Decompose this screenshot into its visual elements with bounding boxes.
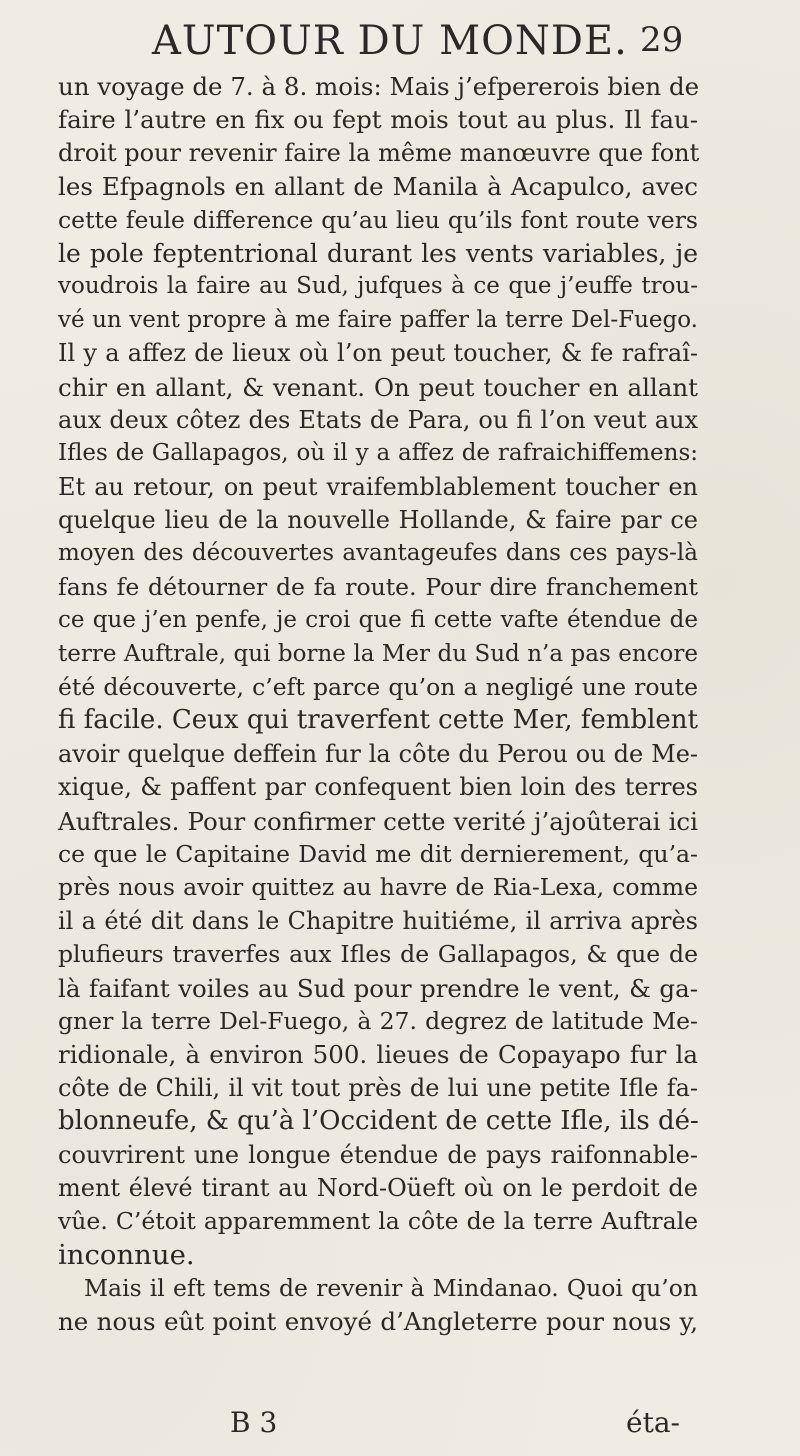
text-line: été découverte, c’eft parce qu’on a negligé une route [58, 673, 698, 702]
text-line: près nous avoir quittez au havre de Ria-Lexa, comme [58, 873, 698, 902]
text-line: les Efpagnols en allant de Manila à Acapulco, avec [58, 172, 698, 202]
text-line: vûe. C’étoit apparemment la côte de la terre Auftrale [58, 1207, 698, 1236]
text-line: inconnue. [58, 1238, 195, 1271]
text-line: blonneufe, & qu’à l’Occident de cette Ifle, ils dé- [58, 1106, 699, 1137]
signature-mark: B 3 [230, 1406, 278, 1439]
text-line: chir en allant, & venant. On peut toucher en allant [58, 372, 698, 402]
text-line: le pole feptentrional durant les vents variables, je [58, 238, 698, 268]
text-line: vé un vent propre à me faire paffer la terre Del-Fuego. [58, 306, 698, 333]
running-title: AUTOUR DU MONDE. [152, 18, 628, 64]
text-line: terre Auftrale, qui borne la Mer du Sud n’a pas encore [58, 640, 698, 667]
text-line: un voyage de 7. à 8. mois: Mais j’efpererois bien de [58, 72, 700, 101]
text-line: ment élevé tirant au Nord-Oüeft où on le perdoit de [58, 1173, 698, 1202]
page-number: 29 [640, 20, 684, 60]
text-line: côte de Chili, il vit tout près de lui une petite Ifle fa- [58, 1073, 698, 1102]
text-line: Il y a affez de lieux où l’on peut toucher, & fe rafraî- [58, 339, 698, 368]
body-text [58, 70, 698, 1339]
text-line: ridionale, à environ 500. lieues de Copayapo fur la [58, 1040, 698, 1070]
text-line: ce que j’en penfe, je croi que fi cette vafte étendue de [58, 607, 698, 634]
text-line: Ifles de Gallapagos, où il y a affez de rafraichiffemens: [58, 440, 698, 467]
text-line: voudrois la faire au Sud, jufques à ce que j’euffe trou- [58, 273, 698, 300]
text-line: Et au retour, on peut vraifemblablement toucher en [58, 472, 698, 501]
text-line: il a été dit dans le Chapitre huitiéme, il arriva après [58, 906, 698, 935]
text-line: cette feule difference qu’au lieu qu’ils font route vers [58, 205, 698, 234]
text-line: ne nous eût point envoyé d’Angleterre pour nous y, [58, 1307, 698, 1337]
text-line: moyen des découvertes avantageufes dans ces pays-là [58, 540, 698, 567]
text-line: là faifant voiles au Sud pour prendre le vent, & ga- [58, 973, 698, 1003]
text-line: ce que le Capitaine David me dit dernierement, qu’a- [58, 839, 698, 868]
page-footer [0, 1406, 800, 1446]
catchword: éta- [626, 1406, 680, 1439]
text-line: Mais il eft tems de revenir à Mindanao. Quoi qu’on [84, 1274, 698, 1303]
text-line: xique, & paffent par confequent bien loin des terres [58, 773, 698, 802]
text-line: gner la terre Del-Fuego, à 27. degrez de latitude Me- [58, 1006, 698, 1035]
text-line: plufieurs traverfes aux Ifles de Gallapagos, & que de [58, 940, 698, 969]
text-line: faire l’autre en fix ou fept mois tout au plus. Il fau- [58, 105, 698, 135]
text-line: avoir quelque deffein fur la côte du Perou ou de Me- [58, 739, 698, 768]
text-line: droit pour revenir faire la même manœuvre que font [58, 138, 700, 167]
page-header [0, 14, 800, 66]
text-line: fi facile. Ceux qui traverfent cette Mer, femblent [58, 705, 698, 736]
text-line: aux deux côtez des Etats de Para, ou fi l’on veut aux [58, 405, 698, 434]
text-line: quelque lieu de la nouvelle Hollande, & faire par ce [58, 506, 698, 535]
text-line: Auftrales. Pour confirmer cette verité j’ajoûterai ici [58, 806, 698, 836]
text-line: couvrirent une longue étendue de pays raifonnable- [58, 1140, 698, 1169]
text-line: fans fe détourner de fa route. Pour dire franchement [58, 572, 698, 601]
